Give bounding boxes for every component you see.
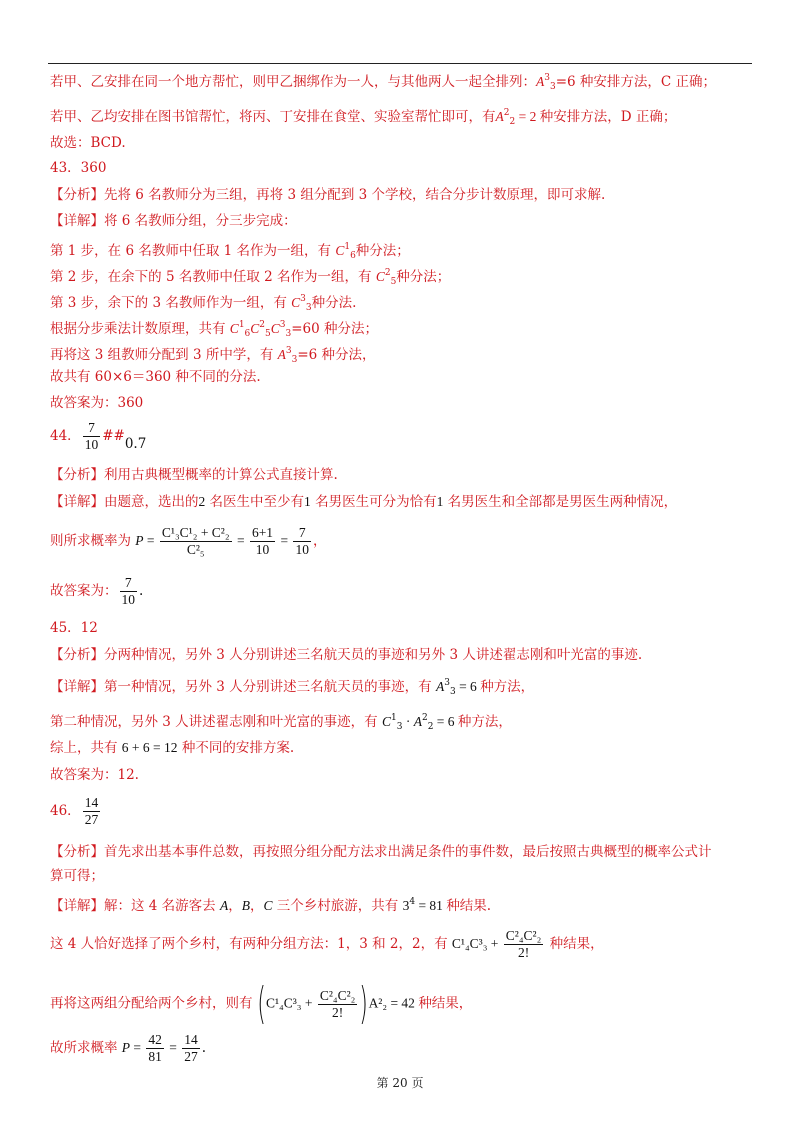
text-line: 若甲、乙安排在同一个地方帮忙，则甲乙捆绑作为一人，与其他两人一起全排列：$A^3_3=6$ 种安排方法，C 正确； — [50, 73, 717, 92]
q44-detail: 【详解】由题意，选出的2 名医生中至少有1 名男医生可分为恰有1 名男医生和全部都是男医生两种情况， — [50, 494, 678, 510]
q43-detail: 【详解】将 6 名教师分组，分三步完成： — [50, 213, 297, 229]
q45-analysis: 【分析】分两种情况，另外 3 人分别讲述三名航天员的事迹和另外 3 人讲述翟志刚和叶光富的事迹. — [50, 647, 643, 663]
text-line: 故选：BCD. — [50, 135, 126, 151]
q45-case-2: 第二种情况，另外 3 人讲述翟志刚和叶光富的事迹，有 $C^1_3 \cdot A^2_2 = 6$ 种方法， — [50, 713, 512, 732]
q46-analysis: 【分析】首先求出基本事件总数，再按照分组分配方法求出满足条件的事件数，最后按照古典概型的概率公式计 — [50, 844, 712, 860]
q43-total: 故共有 60×6＝360 种不同的分法. — [50, 369, 261, 385]
q46-analysis-cont: 算可得； — [50, 868, 104, 884]
question-46-answer: 46． $\frac{14}{27}$ — [50, 795, 99, 827]
q46-detail: 【详解】解：这 4 名游客去 A，B，C 三个乡村旅游，共有 $3^4 = 81$ 种结果. — [50, 897, 492, 914]
page-number: 第 20 页 — [376, 1076, 424, 1090]
q44-final-answer: 故答案为： $\frac{7}{10}$ . — [50, 575, 144, 607]
q46-final: 故所求概率 P = $\frac{42}{81}$ = $\frac{14}{27}$ . — [50, 1032, 207, 1064]
q46-assignment: 再将这两组分配给两个乡村，则有 (C¹₄C³₃ + $\frac{\text{C²₄C²₂}}{2!}$ )A²₂ = 42 种结果， — [50, 978, 473, 1029]
q43-analysis: 【分析】先将 6 名教师分为三组，再将 3 组分配到 3 个学校，结合分步计数原理，即可求解. — [50, 187, 606, 203]
q43-step-3: 第 3 步，余下的 3 名教师作为一组，有 $C^3_3$种分法. — [50, 294, 357, 313]
q45-detail: 【详解】第一种情况，另外 3 人分别讲述三名航天员的事迹，有 $A^3_3 = 6$ 种方法， — [50, 678, 535, 697]
header-rule — [48, 63, 752, 64]
question-43-answer: 43．360 — [50, 160, 107, 176]
q43-step-4: 根据分步乘法计数原理，共有 $C^1_6C^2_5C^3_3=60$ 种分法； — [50, 320, 379, 339]
q43-step-1: 第 1 步，在 6 名教师中任取 1 名作为一组，有 $C^1_6$种分法； — [50, 242, 410, 261]
q46-grouping: 这 4 人恰好选择了两个乡村，有两种分组方法：1，3 和 2，2，有 C¹₄C³₃ + $\frac{\text{C²₄C²₂}}{2!}$ 种结果， — [50, 928, 604, 960]
q44-calculation: 则所求概率为 P = $\frac{\text{C¹₃C¹₂ + C²₂}}{\text{C²₅}}$ = $\frac{6+1}{10}$ = $\frac{7}{10}$ ， — [50, 525, 327, 557]
question-45-answer: 45．12 — [50, 620, 98, 636]
q43-step-2: 第 2 步，在余下的 5 名教师中任取 2 名作为一组，有 $C^2_5$种分法； — [50, 268, 451, 287]
q45-sum: 综上，共有 6 + 6 = 12 种不同的安排方案. — [50, 740, 295, 756]
text-line: 若甲、乙均安排在图书馆帮忙，将丙、丁安排在食堂、实验室帮忙即可，有$A^2_2 = 2$ 种安排方法，D 正确； — [50, 108, 677, 127]
q45-final-answer: 故答案为：12. — [50, 767, 139, 783]
q43-step-5: 再将这 3 组教师分配到 3 所中学，有 $A^3_3=6$ 种分法， — [50, 346, 376, 365]
q43-final-answer: 故答案为：360 — [50, 395, 144, 411]
q44-analysis: 【分析】利用古典概型概率的计算公式直接计算. — [50, 467, 338, 483]
question-44-answer: 44． $\frac{7}{10}$ ##0.7 — [50, 420, 147, 452]
